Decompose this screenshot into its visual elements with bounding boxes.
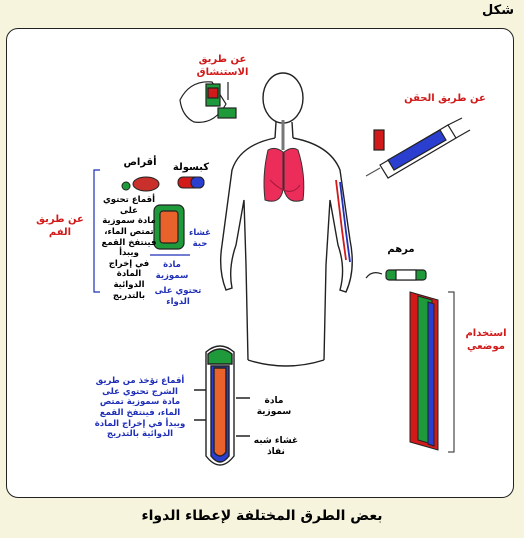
topical-label: استخدام موضعي bbox=[465, 328, 507, 352]
osmotic-substance-label: مادة سموزية bbox=[155, 260, 189, 281]
semi-permeable-membrane-label: غشاء شبه نفاذ bbox=[253, 436, 299, 458]
suppository-description: أقماع تؤخذ من طريق الشرج تحتوي على مادة سموزية تمتص الماء، فينتفخ القمع ويبدأ في إخراج المادة الدوائية بالتدريج bbox=[94, 376, 186, 440]
suppository-diagram bbox=[194, 346, 250, 465]
injection-label: عن طريق الحقن bbox=[404, 93, 486, 104]
human-body-outline bbox=[221, 73, 353, 366]
ointment-label: مرهم bbox=[387, 244, 415, 255]
oral-label: عن طريق الفم bbox=[36, 214, 84, 238]
lungs bbox=[264, 120, 304, 201]
contains-drug-label: تحتوي على الدواء bbox=[154, 286, 202, 307]
topical-patch bbox=[410, 292, 438, 450]
figure-caption: بعض الطرق المختلفة لإعطاء الدواء bbox=[141, 508, 383, 524]
inhalation-label: عن طريق الاستنشاق bbox=[196, 54, 249, 78]
inhaler-hand bbox=[180, 82, 236, 123]
tablets-label: أقراص bbox=[123, 157, 157, 168]
ointment-tube bbox=[366, 270, 426, 280]
tablets-and-capsule bbox=[122, 177, 204, 191]
topical-bracket bbox=[448, 292, 454, 452]
capsule-description: أقماع تحتوي على مادة سموزية تمتص الماء، فينتفخ القمع ويبدأ في إخراج المادة الدوائية بالتدريج bbox=[101, 195, 157, 301]
grain-membrane-label: غشاء حبة bbox=[189, 228, 211, 249]
capsule-label: كبسولة bbox=[172, 162, 210, 173]
syringe-icon bbox=[366, 118, 470, 178]
figure-label: شكل bbox=[482, 3, 514, 18]
osmotic-material-label: مادة سموزية bbox=[256, 396, 292, 418]
